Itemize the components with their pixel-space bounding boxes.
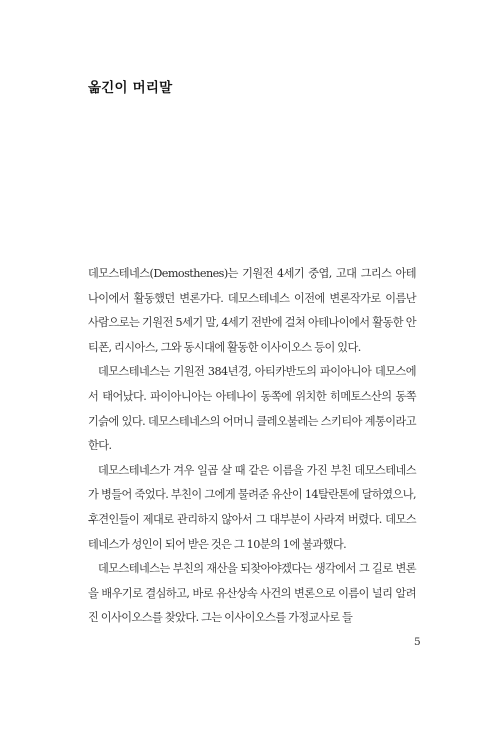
chapter-heading: 옮긴이 머리말 xyxy=(88,80,173,96)
page-number: 5 xyxy=(414,636,421,648)
paragraph-2: 데모스테네스는 기원전 384년경, 아티카반도의 파이아니아 데모스에서 태어났다. 파이아니아는 아테나이 동쪽에 위치한 히메토스산의 동쪽 기슭에 있다. 데모스테네스의 어머니 클레오불레는 스키티아 계통이라고 한다. xyxy=(88,365,416,453)
body-text xyxy=(88,262,416,631)
paragraph-3: 데모스테네스가 겨우 일곱 살 때 같은 이름을 가진 부친 데모스테네스가 병들어 죽었다. 부친이 그에게 물려준 유산이 14탈란톤에 달하였으나, 후견인들이 제대로 관리하지 않아서 그 대부분이 사라져 버렸다. 데모스테네스가 성인이 되어 받은 것은 그 10분의 1에 불과했다. xyxy=(88,463,416,551)
paragraph-1: 데모스테네스(Demosthenes)는 기원전 4세기 중엽, 고대 그리스 아테나이에서 활동했던 변론가다. 데모스테네스 이전에 변론작가로 이름난 사람으로는 기원전 5세기 말, 4세기 전반에 걸쳐 아테나이에서 활동한 안티폰, 리시아스, 그와 동시대에 활동한 이사이오스 등이 있다. xyxy=(88,267,416,354)
paragraph-4: 데모스테네스는 부친의 재산을 되찾아야겠다는 생각에서 그 길로 변론을 배우기로 결심하고, 바로 유산상속 사건의 변론으로 이름이 널리 알려진 이사이오스를 찾았다. 그는 이사이오스를 가정교사로 들 xyxy=(88,562,416,625)
